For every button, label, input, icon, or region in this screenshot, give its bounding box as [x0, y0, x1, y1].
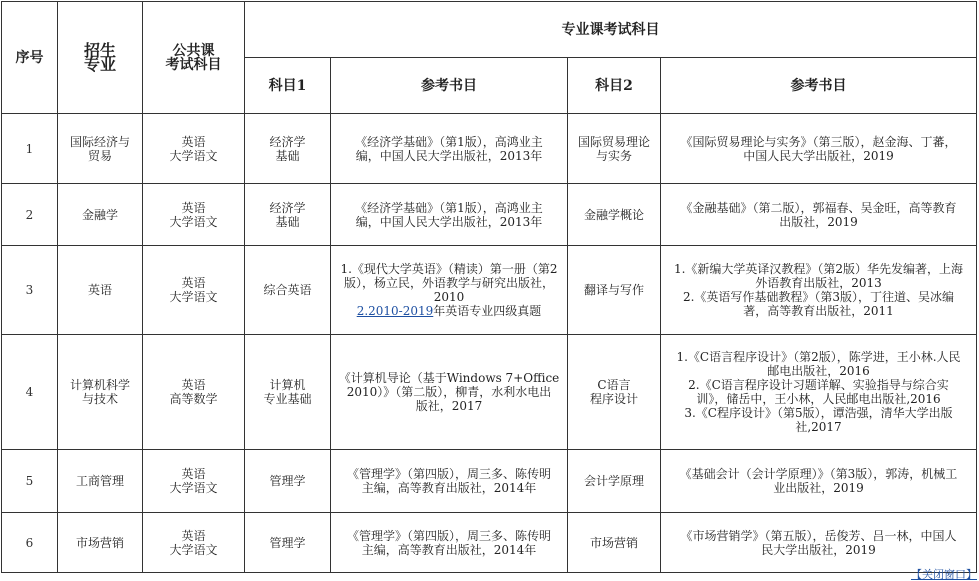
- major-line: 国际经济与: [69, 134, 130, 149]
- books2-line: 训》，储岳中，王小林，人民邮电出版社,2016: [696, 392, 941, 406]
- books1-line: 《计算机导论（基于Windows 7+Office: [338, 371, 560, 385]
- public-line: 大学语文: [169, 542, 218, 557]
- subject1-line: 计算机: [269, 378, 306, 392]
- major-line: 贸易: [87, 148, 112, 163]
- books2-line: 中国人民大学出版社，2019: [743, 148, 894, 163]
- books2-line: 《金融基础》（第二版），郭福春、吴金旺，高等教育: [680, 200, 957, 215]
- major-line: 市场营销: [75, 535, 124, 550]
- header-public: [143, 2, 245, 114]
- row-subject1: [245, 450, 331, 513]
- header-public-line1: 公共课: [172, 42, 215, 59]
- header-professional-group: 专业课考试科目: [245, 2, 977, 58]
- books2-line: 3.《C程序设计》（第5版），谭浩强，清华大学出版: [684, 406, 953, 420]
- row-subject2: [568, 513, 661, 573]
- row-public: [143, 335, 245, 450]
- row-books1: [331, 450, 568, 513]
- books2-line: 外语教育出版社，2013: [755, 276, 882, 290]
- subject1-line: 经济学: [269, 134, 306, 149]
- major-line: 与技术: [81, 392, 118, 406]
- row-subject2: [568, 450, 661, 513]
- row-books1: [331, 184, 568, 246]
- exam-subjects-table: [1, 1, 977, 573]
- subject1-line: 基础: [275, 214, 300, 229]
- row-subject2: [568, 184, 661, 246]
- public-line: 英语: [181, 200, 206, 215]
- public-line: 大学语文: [169, 214, 218, 229]
- header-major-line2: 专业: [83, 54, 116, 74]
- books1-line: 2010: [433, 290, 465, 304]
- subject2-line: C语言: [597, 378, 631, 392]
- subject1-line: 管理学: [269, 474, 306, 488]
- books2-line: 2.《英语写作基础教程》（第3版），丁往道、吴冰编: [682, 290, 955, 304]
- books2-line: 业出版社，2019: [773, 481, 864, 495]
- close-window-link[interactable]: [911, 569, 977, 581]
- row-public: [143, 246, 245, 335]
- subject2-line: 市场营销: [589, 535, 638, 550]
- books1-line: 《经济学基础》（第1版），高鸿业主: [355, 200, 543, 215]
- row-public: [143, 513, 245, 573]
- books2-line: 社,2017: [795, 420, 842, 434]
- subject2-line: 金融学概论: [583, 207, 644, 222]
- row-subject1: [245, 335, 331, 450]
- row-subject2: [568, 335, 661, 450]
- row-major: [58, 450, 143, 513]
- row-major: [58, 513, 143, 573]
- public-line: 英语: [181, 378, 206, 392]
- row-index: 4: [2, 335, 58, 450]
- row-books1: [331, 513, 568, 573]
- row-subject2: [568, 114, 661, 184]
- row-subject2: [568, 246, 661, 335]
- row-subject1: [245, 114, 331, 184]
- public-line: 英语: [181, 134, 206, 149]
- header-major-line1: 招生: [83, 40, 116, 60]
- subject2-line: 与实务: [595, 148, 632, 163]
- books2-line: 民大学出版社，2019: [761, 542, 876, 557]
- header-row-1: [2, 2, 977, 58]
- books1-line: 版社，2017: [415, 399, 483, 413]
- header-books2: 参考书目: [661, 58, 977, 114]
- books1-line: 2010）》（第二版），柳青，水利水电出: [346, 385, 552, 399]
- books1-line: 编，中国人民大学出版社，2013年: [355, 148, 543, 163]
- major-line: 计算机科学: [69, 378, 130, 392]
- books1-line: 主编，高等教育出版社，2014年: [361, 542, 537, 557]
- row-major: [58, 114, 143, 184]
- row-books2: [661, 450, 977, 513]
- row-subject1: [245, 246, 331, 335]
- books2-line: 《市场营销学》（第五版），岳俊芳、吕一林，中国人: [680, 528, 957, 543]
- books2-line: 邮电出版社，2016: [767, 364, 870, 378]
- row-books2: [661, 246, 977, 335]
- header-public-line2: 考试科目: [165, 56, 222, 73]
- subject2-line: 国际贸易理论: [577, 134, 650, 149]
- subject2-line: 翻译与写作: [583, 283, 644, 297]
- close-window-label: 【关闭窗口】: [911, 568, 977, 581]
- row-index: 3: [2, 246, 58, 335]
- row-public: [143, 450, 245, 513]
- subject1-line: 专业基础: [263, 392, 312, 406]
- subject1-line: 基础: [275, 148, 300, 163]
- past-exams-link[interactable]: 2.2010-2019: [356, 304, 434, 318]
- table-row: [2, 335, 977, 450]
- books1-tail: 年英语专业四级真题: [433, 304, 542, 318]
- row-books1: [331, 246, 568, 335]
- major-line: 金融学: [81, 207, 118, 222]
- books1-line: 版），杨立民，外语教学与研究出版社，: [343, 276, 554, 290]
- header-books1: 参考书目: [331, 58, 568, 114]
- books2-line: 1.《C语言程序设计》（第2版），陈学进，王小林.人民: [676, 350, 961, 364]
- header-index: 序号: [2, 2, 58, 114]
- header-major: [58, 2, 143, 114]
- public-line: 大学语文: [169, 148, 218, 163]
- public-line: 英语: [181, 467, 206, 481]
- row-major: [58, 335, 143, 450]
- row-books2: [661, 114, 977, 184]
- books2-line: 著，高等教育出版社，2011: [743, 304, 894, 318]
- row-books1: [331, 335, 568, 450]
- row-books2: [661, 513, 977, 573]
- table-row: [2, 513, 977, 573]
- books1-line: 编，中国人民大学出版社，2013年: [355, 214, 543, 229]
- header-subject1: 科目1: [245, 58, 331, 114]
- subject1-line: 经济学: [269, 200, 306, 215]
- row-major: [58, 184, 143, 246]
- row-books2: [661, 184, 977, 246]
- row-index: 5: [2, 450, 58, 513]
- subject1-line: 综合英语: [263, 283, 312, 297]
- table-row: [2, 450, 977, 513]
- row-subject1: [245, 513, 331, 573]
- books2-line: 出版社，2019: [779, 214, 858, 229]
- books1-line: 《经济学基础》（第1版），高鸿业主: [355, 134, 543, 149]
- books1-line: 1.《现代大学英语》（精读）第一册（第2: [340, 262, 558, 276]
- books2-line: 《国际贸易理论与实务》（第三版），赵金海、丁蕃，: [680, 134, 957, 149]
- major-line: 英语: [87, 283, 112, 297]
- row-subject1: [245, 184, 331, 246]
- table-row: [2, 114, 977, 184]
- books1-line: 《管理学》（第四版），周三多、陈传明: [346, 528, 551, 543]
- books2-line: 1.《新编大学英译汉教程》（第2版）华先发编著，上海: [673, 262, 964, 276]
- public-line: 英语: [181, 276, 206, 290]
- subject2-line: 程序设计: [589, 392, 638, 406]
- public-line: 大学语文: [169, 290, 218, 304]
- table-row: [2, 246, 977, 335]
- public-line: 英语: [181, 528, 206, 543]
- row-public: [143, 184, 245, 246]
- header-subject2: 科目2: [568, 58, 661, 114]
- row-index: 2: [2, 184, 58, 246]
- books1-line: 《管理学》（第四版），周三多、陈传明: [346, 467, 551, 481]
- books2-line: 《基础会计（会计学原理）》（第3版），郭涛，机械工: [679, 467, 958, 481]
- row-books1: [331, 114, 568, 184]
- table-row: [2, 184, 977, 246]
- row-index: 6: [2, 513, 58, 573]
- row-books2: [661, 335, 977, 450]
- books2-line: 2.《C语言程序设计习题详解、实验指导与综合实: [688, 378, 949, 392]
- subject2-line: 会计学原理: [583, 474, 644, 488]
- public-line: 大学语文: [169, 481, 218, 495]
- major-line: 工商管理: [75, 474, 124, 488]
- row-public: [143, 114, 245, 184]
- books1-line: 主编，高等教育出版社，2014年: [361, 481, 537, 495]
- public-line: 高等数学: [169, 392, 218, 406]
- books1-line-with-link: [335, 304, 563, 318]
- row-major: [58, 246, 143, 335]
- subject1-line: 管理学: [269, 535, 306, 550]
- row-index: 1: [2, 114, 58, 184]
